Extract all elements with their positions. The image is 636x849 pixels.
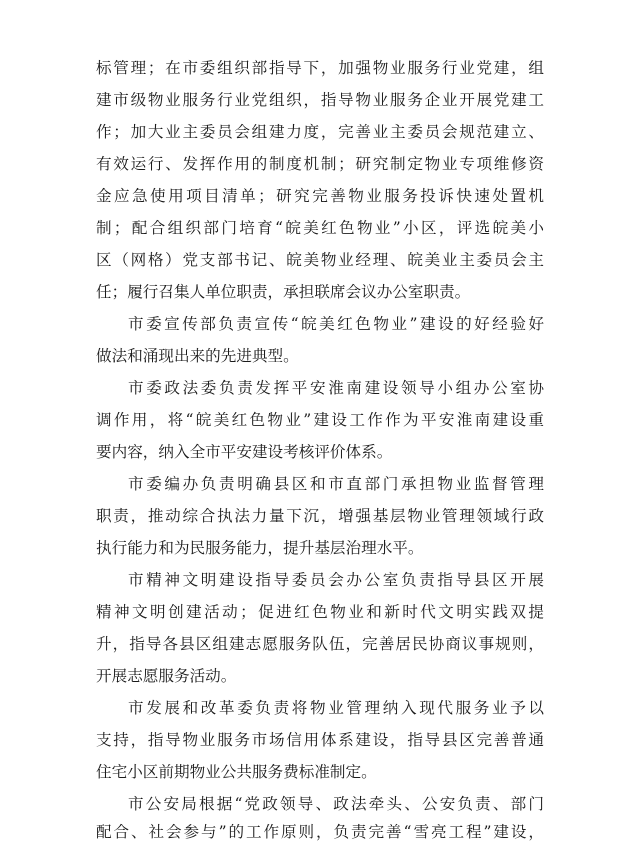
paragraph-first-line: 市委政法委负责发挥平安淮南建设领导小组办公室协 xyxy=(128,379,544,397)
paragraph-first-line: 市精神文明建设指导委员会办公室负责指导县区开展 xyxy=(128,571,544,589)
paragraph-first-line: 市公安局根据“党政领导、政法牵头、公安负责、部门 xyxy=(128,795,544,813)
paragraph-first-line: 市委宣传部负责宣传“皖美红色物业”建设的好经验好 xyxy=(128,315,544,333)
text-line: 配合、社会参与”的工作原则，负责完善“雪亮工程”建设， xyxy=(96,823,544,841)
text-line: 建市级物业服务行业党组织，指导物业服务企业开展党建工 xyxy=(96,91,544,109)
text-line: 住宅小区前期物业公共服务费标准制定。 xyxy=(96,763,377,781)
text-line: 任；履行召集人单位职责，承担联席会议办公室职责。 xyxy=(96,283,471,301)
text-line: 支持，指导物业服务市场信用体系建设，指导县区完善普通 xyxy=(96,731,544,749)
text-line: 有效运行、发挥作用的制度机制；研究制定物业专项维修资 xyxy=(96,155,544,173)
text-line: 区（网格）党支部书记、皖美物业经理、皖美业主委员会主 xyxy=(96,251,544,269)
text-line: 执行能力和为民服务能力，提升基层治理水平。 xyxy=(96,539,424,557)
text-line: 标管理；在市委组织部指导下，加强物业服务行业党建，组 xyxy=(96,59,544,77)
paragraph-first-line: 市发展和改革委负责将物业管理纳入现代服务业予以 xyxy=(128,699,544,717)
text-line: 作；加大业主委员会组建力度，完善业主委员会规范建立、 xyxy=(96,123,544,141)
text-line: 开展志愿服务活动。 xyxy=(96,667,237,685)
text-line: 升，指导各县区组建志愿服务队伍，完善居民协商议事规则， xyxy=(96,635,544,653)
text-line: 做法和涌现出来的先进典型。 xyxy=(96,347,299,365)
text-line: 职责，推动综合执法力量下沉，增强基层物业管理领域行政 xyxy=(96,507,544,525)
text-line: 调作用，将“皖美红色物业”建设工作作为平安淮南建设重 xyxy=(96,411,544,429)
paragraph-first-line: 市委编办负责明确县区和市直部门承担物业监督管理 xyxy=(128,475,544,493)
text-line: 金应急使用项目清单；研究完善物业服务投诉快速处置机 xyxy=(96,187,544,205)
text-line: 要内容，纳入全市平安建设考核评价体系。 xyxy=(96,443,393,461)
text-line: 制；配合组织部门培育“皖美红色物业”小区，评选皖美小 xyxy=(96,219,544,237)
text-line: 精神文明创建活动；促进红色物业和新时代文明实践双提 xyxy=(96,603,544,621)
